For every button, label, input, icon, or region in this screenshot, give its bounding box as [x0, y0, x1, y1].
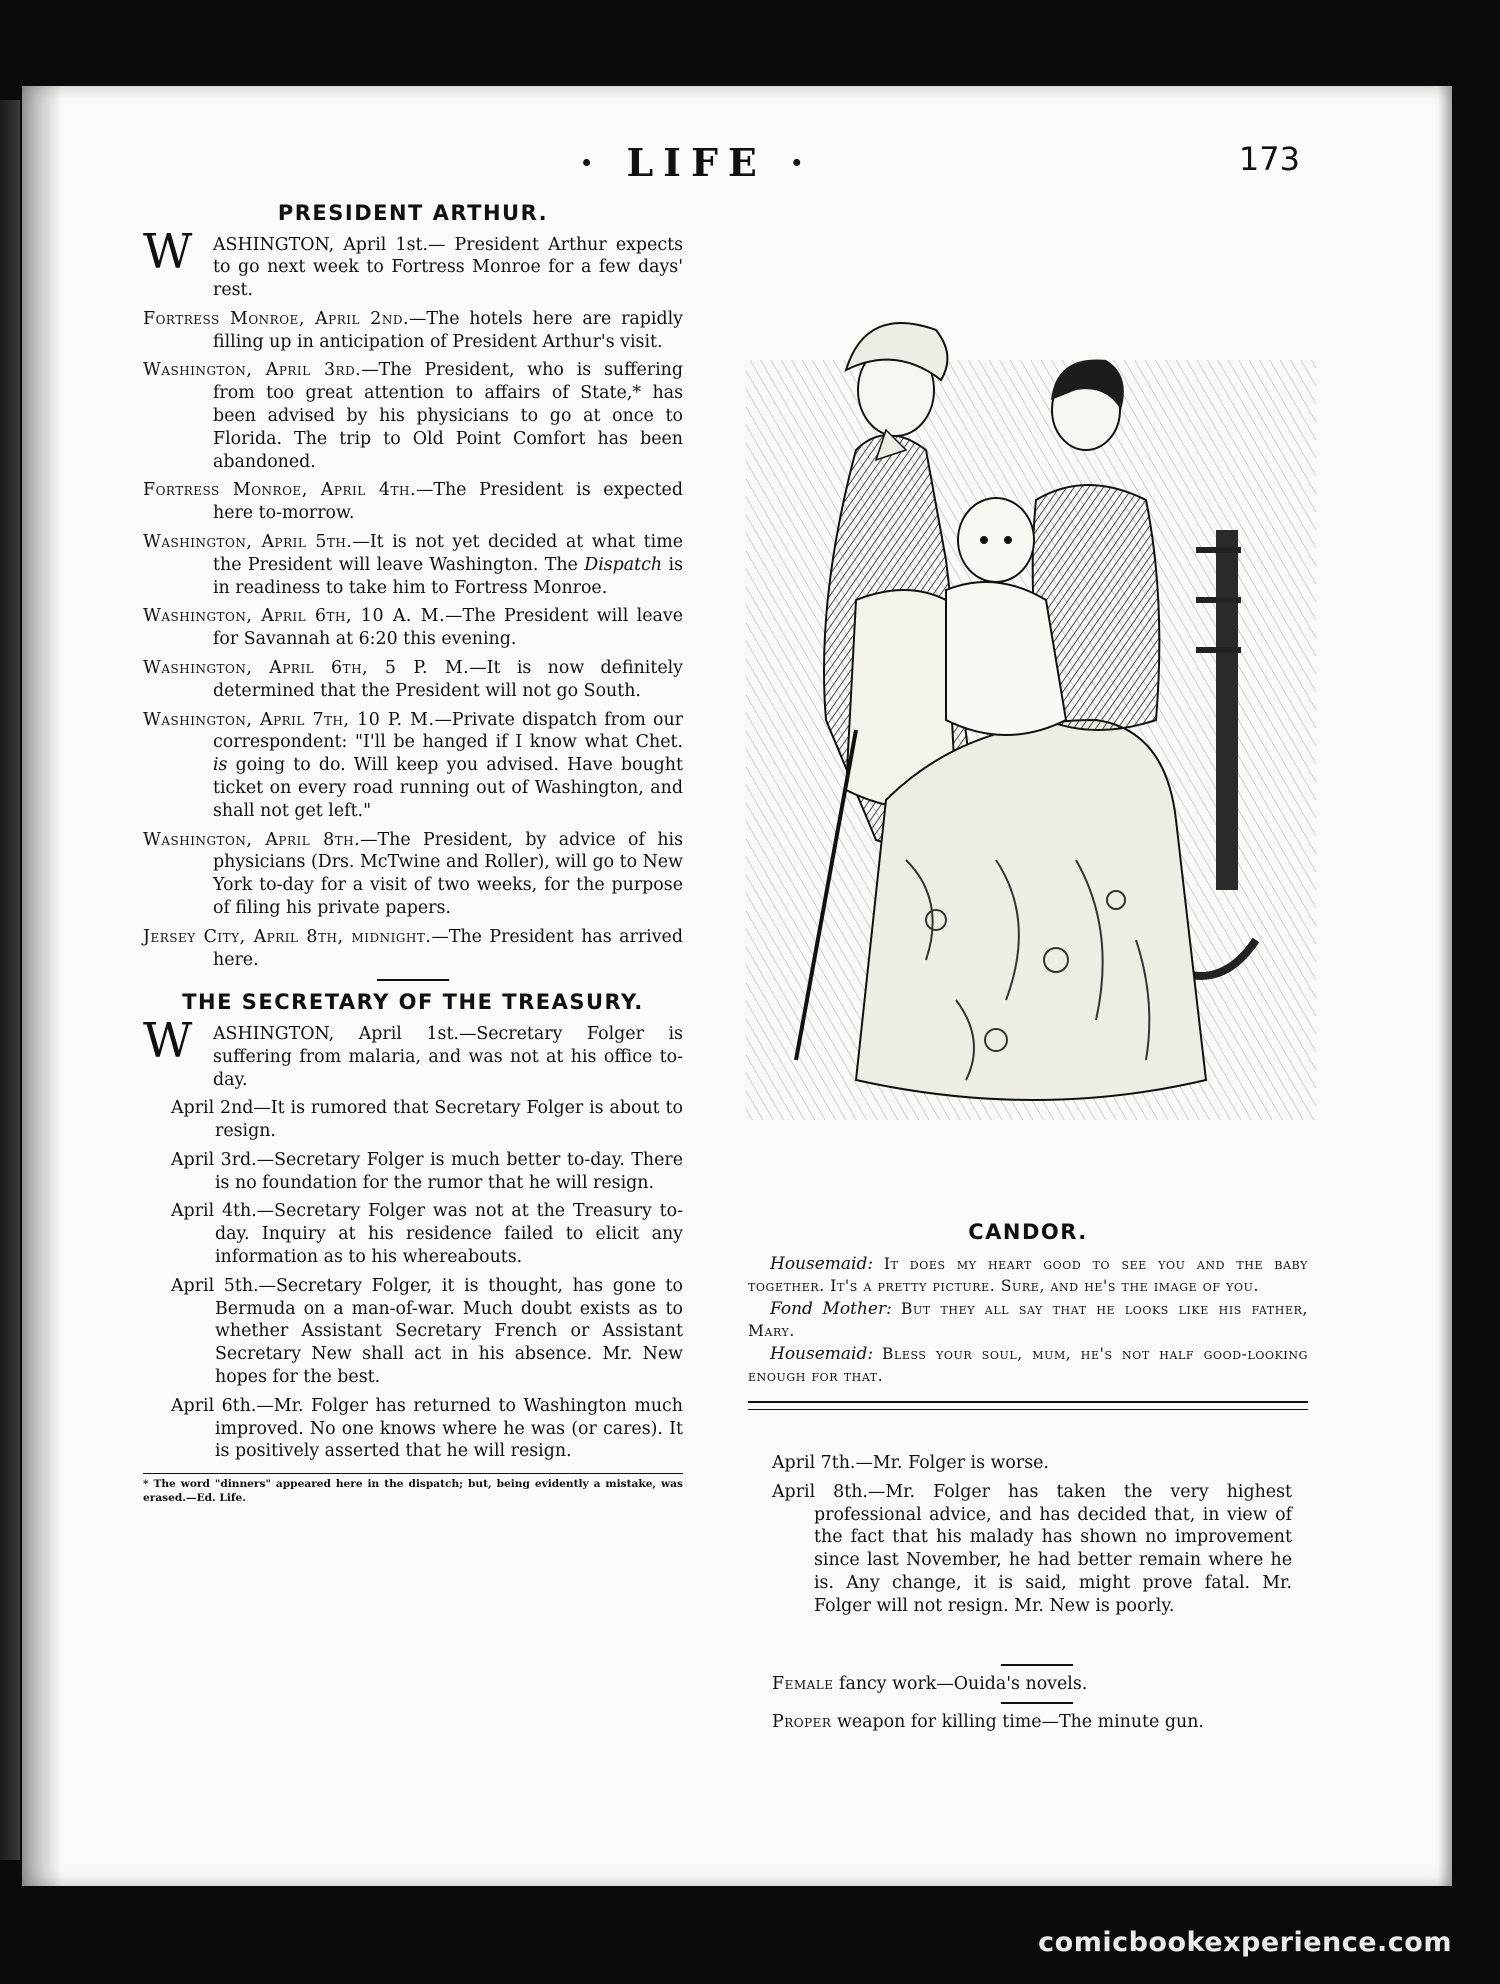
entry-text: —The President, by advice of his physicians (Drs. McTwine and Roller), will go to New York to-day for a visit of two weeks, for the purpose of filing his private papers.: [213, 829, 684, 919]
candor-title: CANDOR.: [968, 1220, 1088, 1244]
entry-italic: is: [213, 755, 228, 776]
gutter-shadow: [22, 86, 62, 1886]
entry-text: —The President has arrived here.: [213, 926, 683, 970]
entry-text: —Private dispatch from our correspondent: "I'll be hanged if I know what Chet.: [213, 709, 683, 753]
entry-text: —The President will leave for Savannah at 6:20 this evening.: [213, 606, 683, 650]
entry-text: going to do. Will keep you advised. Have bought ticket on every road running out of Washington, and shall not get left.": [213, 755, 683, 821]
squib-divider: [1001, 1664, 1073, 1666]
engraving-housemaid-mother-baby: [736, 300, 1326, 1160]
speaker-name: Housemaid:: [770, 1343, 874, 1364]
entry-dateline: Washington, April 7th, 10 P. M.: [143, 709, 435, 730]
entry-text: ASHINGTON, April 1st.—Secretary Folger is suffering from malaria, and was not at his office to-day.: [213, 1023, 683, 1090]
article-entry: April 6th.—Mr. Folger has returned to Washington much improved. No one knows where he was (or cares). It is positively asserted that he will resign.: [171, 1395, 683, 1462]
article-entry: [143, 1012, 683, 1091]
article-entry: April 5th.—Secretary Folger, it is thought, has gone to Bermuda on a man-of-war. Much doubt exists as to whether Assistant Secretary French or Assistant Secretary New shall act in his absence. Mr. New hopes for the best.: [171, 1275, 683, 1388]
treasury-continued: [772, 1452, 1292, 1624]
entry-italic: Dispatch: [584, 554, 663, 575]
scan-binding-edge: [0, 100, 20, 1860]
entry-text: —It is now definitely determined that the President will not go South.: [213, 658, 684, 701]
squib-divider: [1001, 1702, 1073, 1704]
squib-lead: Female: [772, 1674, 834, 1694]
article-entry: [143, 308, 683, 354]
article-entry: [143, 531, 683, 599]
masthead: · LIFE ·: [580, 140, 814, 185]
entry-dateline: Washington, April 5th.: [143, 532, 353, 553]
entry-text: —The President, who is suffering from too great attention to affairs of State,* has been advised by his physicians to go at once to Florida. The trip to Old Point Comfort has been abandoned.: [213, 360, 683, 472]
entry-text: —It is not yet decided at what time the President will leave Washington. The: [213, 532, 684, 575]
entry-dateline: Jersey City, April 8th, midnight.: [143, 926, 432, 947]
article-entry: [143, 605, 683, 651]
article-entry: [143, 926, 683, 972]
candor-illustration: [736, 300, 1326, 1160]
article-title-president-arthur: PRESIDENT ARTHUR.: [277, 201, 549, 225]
entry-text: — President Arthur expects to go next week to Fortress Monroe for a few days' rest.: [213, 234, 684, 301]
article-entry: [143, 479, 683, 525]
article-title-secretary-treasury: THE SECRETARY OF THE TREASURY.: [182, 990, 644, 1015]
footnote: * The word "dinners" appeared here in the dispatch; but, being evidently a mistake, was erased.—Ed. Life.: [143, 1478, 683, 1505]
squib-proper-weapon: [772, 1712, 1302, 1732]
squib-text: fancy work—Ouida's novels.: [833, 1674, 1088, 1694]
article-entry: [143, 223, 684, 302]
article-entry: [143, 829, 683, 920]
left-column: [143, 200, 683, 1506]
article-entry: [143, 657, 683, 703]
article-entry: April 3rd.—Secretary Folger is much better to-day. There is no foundation for the rumor that he will resign.: [171, 1149, 683, 1193]
page-number: 173: [1238, 140, 1300, 178]
speaker-name: Fond Mother:: [770, 1298, 892, 1319]
double-rule-divider: [748, 1401, 1308, 1410]
drop-cap: W: [143, 223, 193, 280]
spoken-text: But they all say that he looks like his father, Mary.: [748, 1299, 1308, 1341]
entry-dateline: Washington, April 6th, 5 P. M.: [143, 658, 470, 679]
article-entry: April 4th.—Secretary Folger was not at the Treasury to-day. Inquiry at his residence failed to elicit any information as to his whereabouts.: [171, 1201, 683, 1268]
article-entry: [143, 709, 683, 823]
entry-dateline: Fortress Monroe, April 4th.: [143, 480, 416, 501]
entry-text: —The President is expected here to-morrow.: [213, 480, 683, 524]
site-watermark: comicbookexperience.com: [1038, 1927, 1452, 1958]
entry-dateline: Fortress Monroe, April 2nd.: [143, 308, 409, 329]
entry-text: —The hotels here are rapidly filling up in anticipation of President Arthur's visit.: [213, 308, 683, 352]
entry-dateline: Washington, April 3rd.: [143, 360, 362, 381]
dialog-line: [748, 1253, 1308, 1298]
squib-female-fancy-work: [772, 1674, 1302, 1694]
squib-text: weapon for killing time—The minute gun.: [831, 1712, 1204, 1732]
drop-cap: W: [143, 1012, 193, 1069]
footnote-rule: [143, 1473, 683, 1474]
squibs: [772, 1664, 1302, 1732]
speaker-name: Housemaid:: [770, 1253, 874, 1274]
page-header: [580, 140, 1300, 200]
squib-lead: Proper: [772, 1712, 832, 1732]
article-entry: April 8th.—Mr. Folger has taken the very highest professional advice, and has decided that, in view of the fact that his malady has shown no improvement since last November, he had better remain where he is. Any change, it is said, might prove fatal. Mr. Folger will not resign. Mr. New is poorly.: [772, 1481, 1292, 1616]
candor-cartoon-caption: [748, 1218, 1308, 1424]
article-entry: April 7th.—Mr. Folger is worse.: [772, 1453, 1049, 1473]
spoken-text: Bless your soul, mum, he's not half good-looking enough for that.: [748, 1344, 1308, 1386]
entry-dateline: ASHINGTON, April 1st.: [213, 234, 429, 255]
dialog-line: [748, 1343, 1308, 1388]
dialog-line: [748, 1298, 1308, 1343]
article-entry: [143, 359, 683, 473]
entry-dateline: Washington, April 8th.: [143, 829, 361, 850]
spoken-text: It does my heart good to see you and the baby together. It's a pretty picture. Sure, and he's the image of you.: [748, 1254, 1308, 1296]
page-edge-shadow: [1438, 86, 1452, 1886]
article-entry: April 2nd—It is rumored that Secretary Folger is about to resign.: [171, 1098, 683, 1142]
section-divider: [377, 979, 449, 981]
entry-text: is in readiness to take him to Fortress Monroe.: [213, 554, 683, 598]
entry-dateline: Washington, April 6th, 10 A. M.: [143, 606, 446, 627]
